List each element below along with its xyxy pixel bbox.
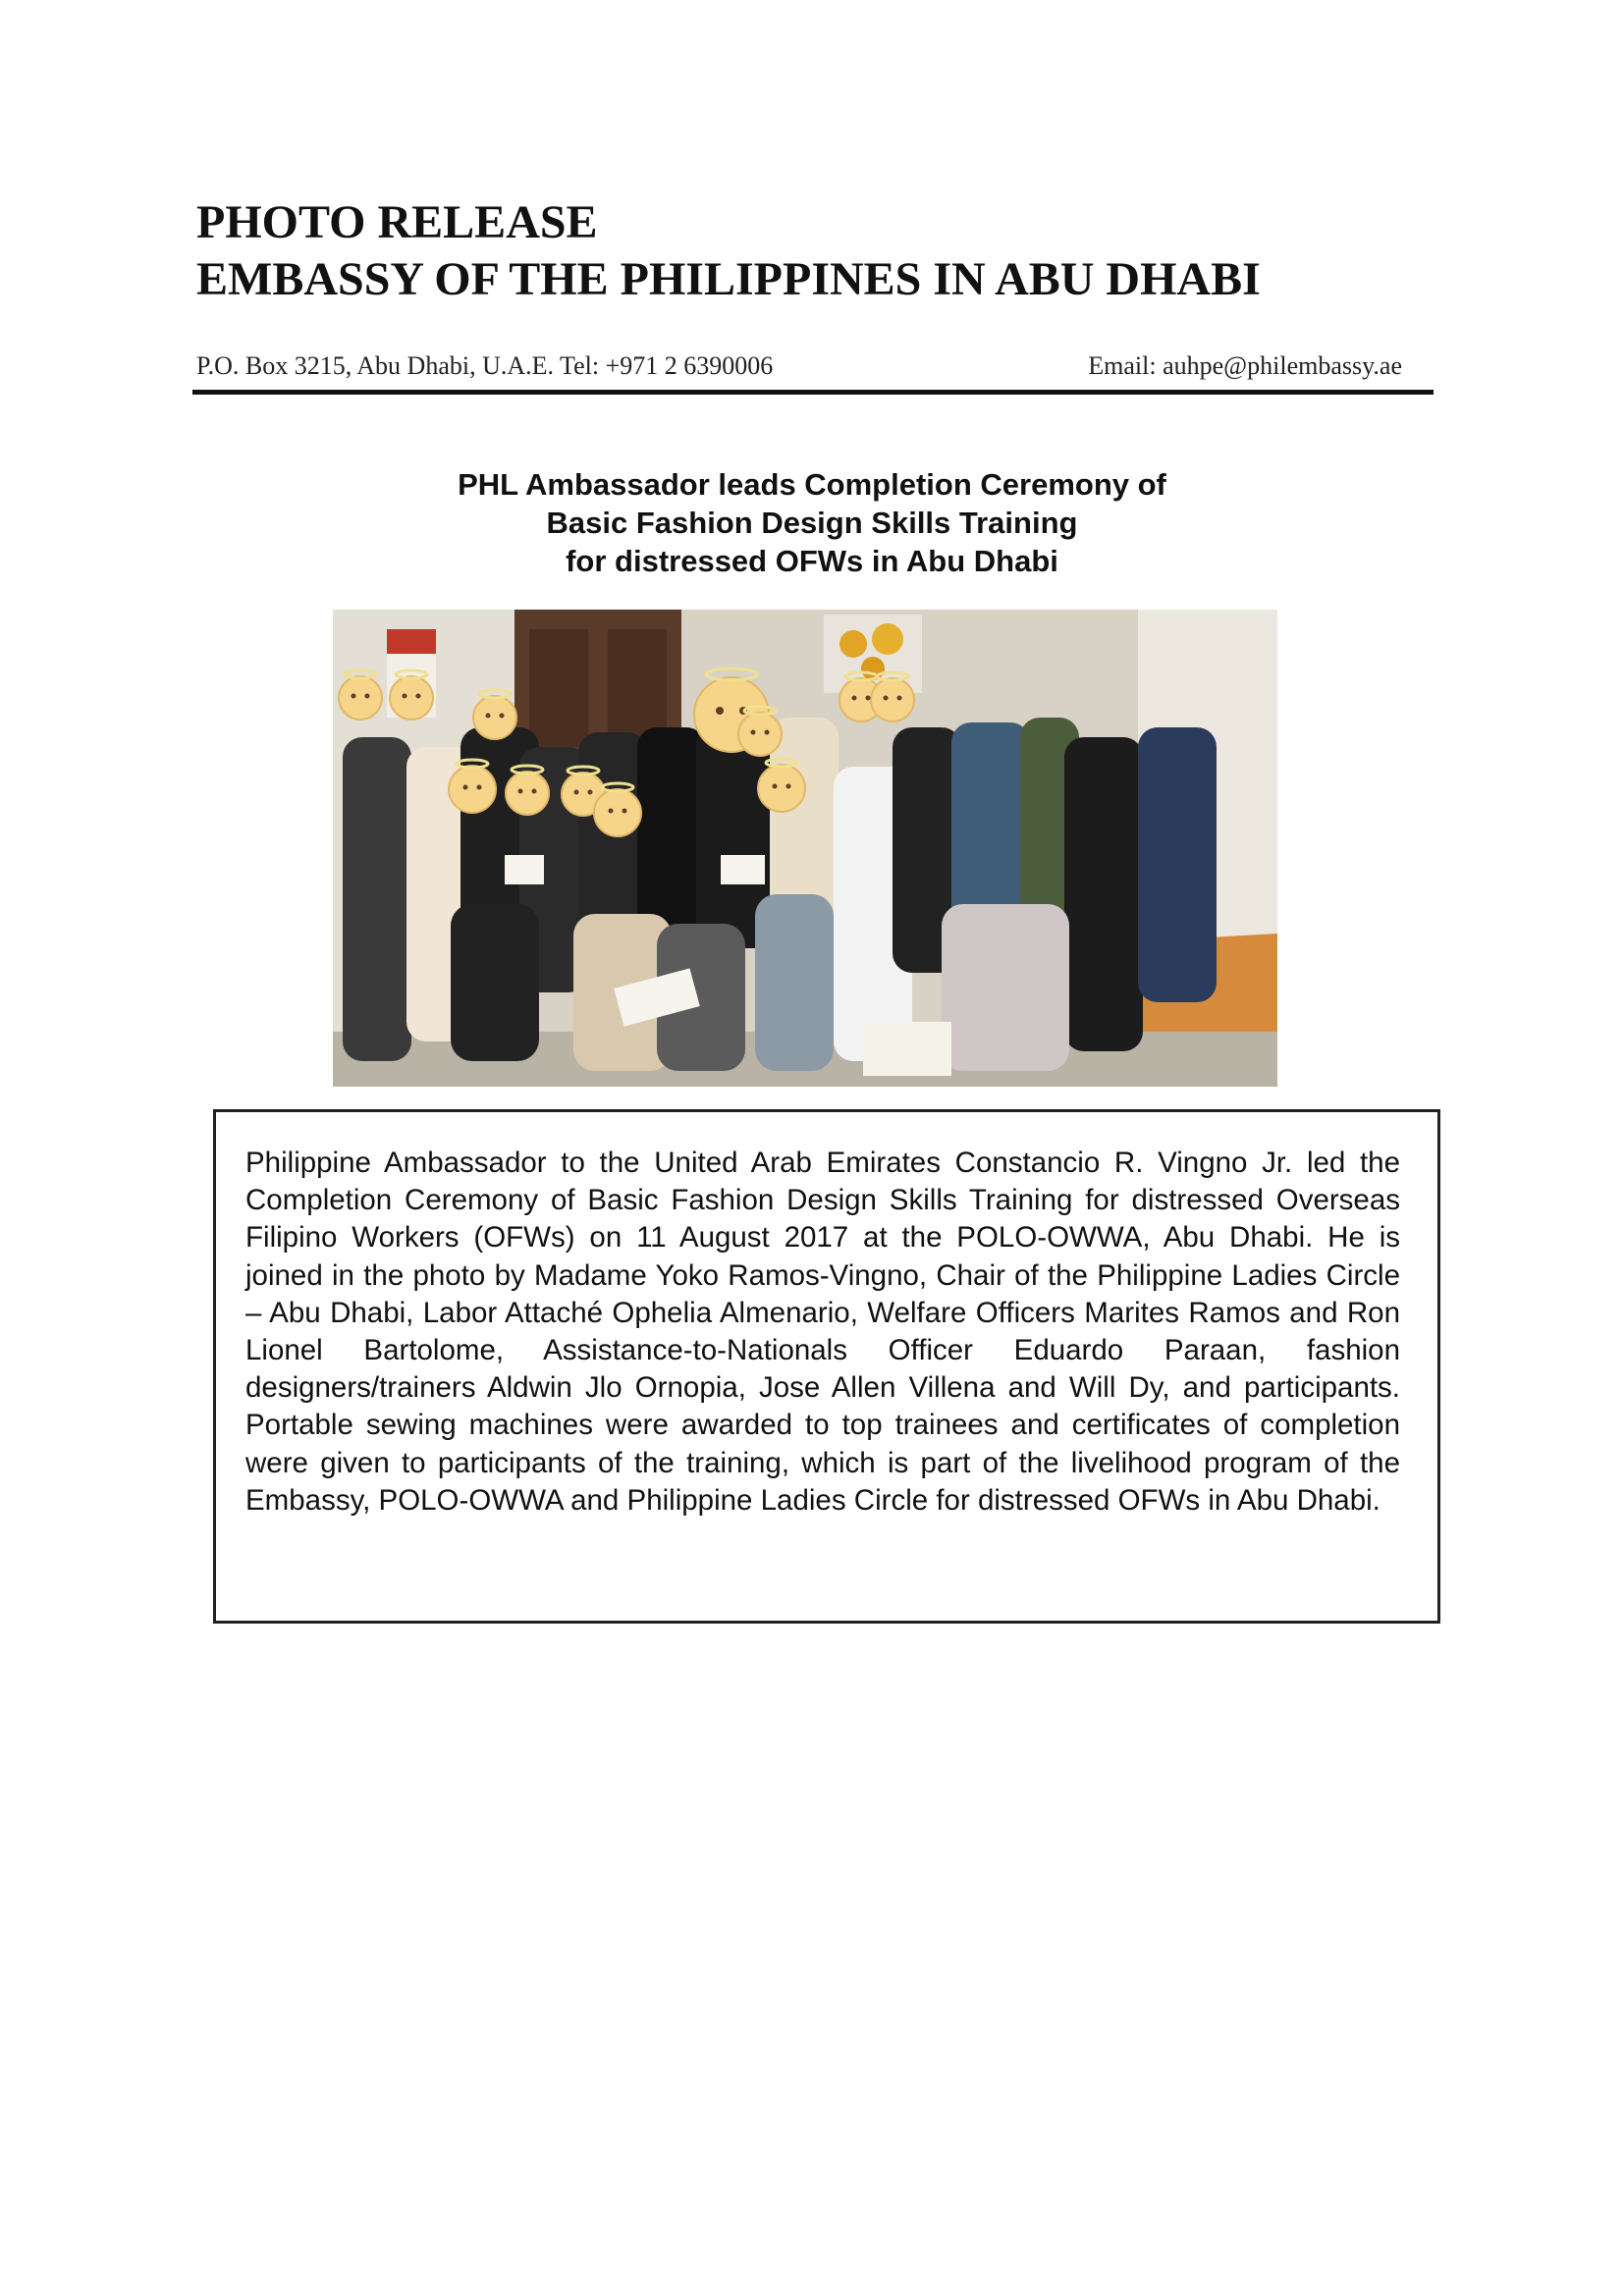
headline-line-1: PHL Ambassador leads Completion Ceremony of — [458, 467, 1166, 502]
document-header — [196, 194, 1261, 308]
header-divider — [192, 390, 1434, 395]
header-line-embassy: EMBASSY OF THE PHILIPPINES IN ABU DHABI — [196, 253, 1261, 305]
headline — [196, 465, 1428, 580]
headline-line-2: Basic Fashion Design Skills Training — [546, 506, 1078, 540]
email-text: Email: auhpe@philembassy.ae — [1088, 351, 1402, 380]
header-line-photo-release: PHOTO RELEASE — [196, 196, 598, 248]
group-photo — [333, 610, 1277, 1087]
caption-text: Philippine Ambassador to the United Arab Emirates Constancio R. Vingno Jr. led the Completion Ceremony of Basic Fashion Design Skills Training for distressed Overseas Filipino Workers (OFWs) on 11 August 2017 at the POLO-OWWA, Abu Dhabi. He is joined in the photo by Madame Yoko Ramos-Vingno, Chair of the Philippine Ladies Circle – Abu Dhabi, Labor Attaché Ophelia Almenario, Welfare Officers Marites Ramos and Ron Lionel Bartolome, Assistance-to-Nationals Officer Eduardo Paraan, fashion designers/trainers Aldwin Jlo Ornopia, Jose Allen Villena and Will Dy, and participants. Portable sewing machines were awarded to top trainees and certificates of completion were given to participants of the training, which is part of the livelihood program of the Embassy, POLO-OWWA and Philippine Ladies Circle for distressed OFWs in Abu Dhabi. — [245, 1147, 1400, 1517]
contact-line — [196, 351, 1402, 381]
headline-line-3: for distressed OFWs in Abu Dhabi — [566, 544, 1058, 578]
group-photo-illustration — [333, 610, 1277, 1087]
address-text: P.O. Box 3215, Abu Dhabi, U.A.E. Tel: +971 2 6390006 — [196, 351, 774, 380]
